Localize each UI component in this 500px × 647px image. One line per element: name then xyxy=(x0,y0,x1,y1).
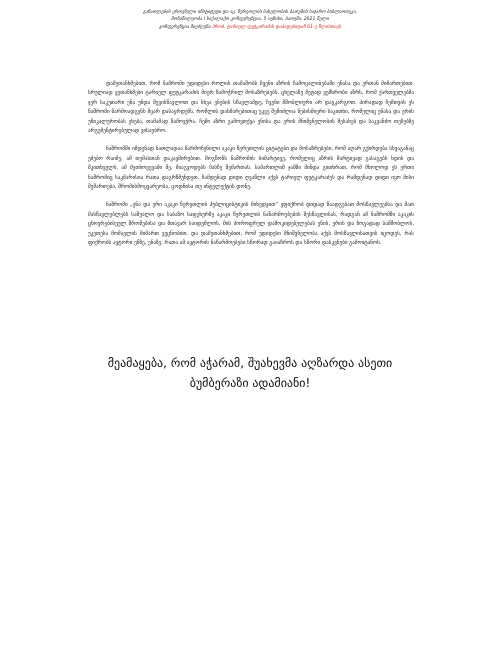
body-paragraph-2: ნაშრომში იმდენად ნათლადაა წარმოჩენილი აკაკი წერეთლის ციტატები და მოსაზრებები, რომ აღარ გქირდება სხვაგანაც ეძებო რაიმე, ამ თემასთან დაკავშირებით. მოგწონს ნაშრომის სიმარტივე, რომელიც აზრის მარტივად გასაგებს ხდის და მკითხველს, ამ მეთხოვევამი შე, მიაგვოდებს მასზე შემართას. სამართლიშ ჯამში მინდა გითხრათ, რომ მხოლოდ ეს ერთი ნაშრომიც საკმარისია რათა დაგრწმუნდეთ, ჩამდენად დიდი ღვაწლი აქვს ტარიელ ფუტკარაძეს და რამდენად დიდი იყო მისი შემართება, შრომისმოყვარეობა, ცოდნისა თუ ინტელექტის დონე. xyxy=(88,146,414,191)
closing-statement xyxy=(70,353,430,393)
closing-line-1: მეამაყება, რომ აჭარამ, შუახევმა აღზარდა ასეთი xyxy=(107,356,393,370)
header-line-3-prefix: კონფერენცია მიეძღვნა xyxy=(158,24,213,30)
document-body xyxy=(88,80,414,258)
header-line-3 xyxy=(60,24,440,31)
document-header xyxy=(60,9,440,31)
header-line-1: განათლების ეროვნული ინსტიტუტი და აკ. წერეთლის სახელობის ბათუმის საჯარო ბიბლიოთეკა, xyxy=(142,10,358,15)
body-paragraph-3: ნაშრომი „ენა და ერი აკაკი წერეთლის პუბლიცისტიკის მიხედვით“ ვფიქრობ დიდად წაადგებათ მოსწავლეებსა და მათ მასწავლებლებს საშუალო და საბაზო საფეხურზე აკაკი წერეთლის ნაწარმოებების შესწავლისას, რადგან ამ ნაშრომში აკაკის ცხოვრებისეულ შრომებისა და მთავარ საიდუმლოს, მის პოროფრულ დამოკიდებულებას ენის, ერის და ზოგადად სამშობლოს, უკეთესა მომავლის მიმართ ვეცნობით. და დამეთანხმებით, რომ უდიდესი მნიშვნელობა აქვს მოსწავლისათვის იცოდეს, რას ფიქრობს ავტორი ენზე, ენაზე, რათა ამ ავტორის ნაწარმოებები სწორად გაიაზროს და სწორი დასკვნები გამოიტანოს. xyxy=(88,202,414,247)
closing-line-2: ბუმბერაზი ადამიანი! xyxy=(189,376,311,390)
header-line-2: მონაწილეობა I საქალაქო კონფერენცია, 5 ივნისი, ბათუმი, 2021 წელი xyxy=(171,17,329,23)
body-paragraph-1: დამეთანხმებით, რომ ნამრომი უდიდესი როლის თამაშობს ჩვენი აზრის ჩამოყალიბებაში ენასა და ერთან მიმართებით. სრულიად ვეთანხმები ტარიელ ფუტკარაძის მიერ წამოჭრილ მოსაზრებებს. ცხელაზე მეტად ვემხრობი აზრს, რომ ქართველებმა ჯერ საკუთარი ენა უნდა შევისწავლოთ და სხვა ენების სწავლამდე, ჩვენი მშობლიური არ დავკარგოთ. პირადად ჩემთვის ეს ნაშრომი წარმოადგენს მყარ დასაყრდენს, რომლის დახმარებითაც უკვე შემიძლია ნებისმიერი საკითხი, რომელიც ენასა და ერის უნიკალურობას ეხება, თამამად წამოვჭრა. ჩემი აზრი გამოვთქვა ენისა და ერის მნიშვნელობის შესახებ და საკვანძო თეზებზე არგუმენტირებულად ვისაუბრო. xyxy=(88,81,414,135)
header-dedication: პრობ. ტარიელ ფუტკარაძის დაბადებიდან 61-ე წლისთავს xyxy=(212,24,342,30)
